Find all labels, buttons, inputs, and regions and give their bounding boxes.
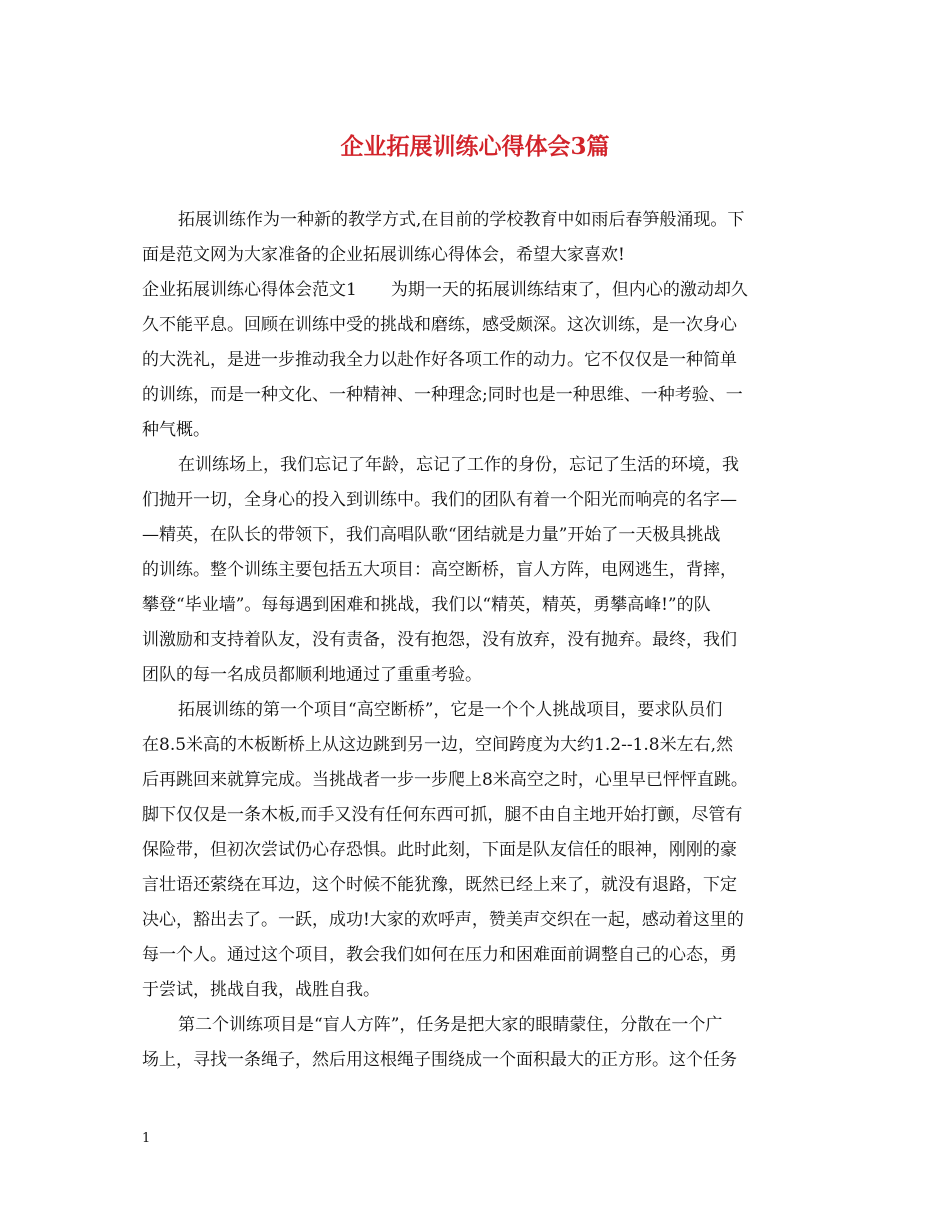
text-line: 面是范文网为大家准备的企业拓展训练心得体会，希望大家喜欢! bbox=[142, 245, 625, 265]
text-line: 的大洗礼，是进一步推动我全力以赴作好各项工作的动力。它不仅仅是一种简单 bbox=[142, 350, 737, 370]
text-line: 拓展训练的第一个项目“高空断桥”，它是一个个人挑战项目，要求队员们 bbox=[178, 700, 723, 720]
text-line: 在训练场上，我们忘记了年龄，忘记了工作的身份，忘记了生活的环境，我 bbox=[178, 455, 739, 475]
text-line: 的训练，而是一种文化、一种精神、一种理念;同时也是一种思维、一种考验、一 bbox=[142, 385, 743, 405]
text-line: 攀登“毕业墙”。每每遇到困难和挑战，我们以“精英，精英，勇攀高峰!”的队 bbox=[142, 595, 711, 615]
text-line: 场上，寻找一条绳子，然后用这根绳子围绕成一个面积最大的正方形。这个任务 bbox=[142, 1050, 737, 1070]
text-line: 久不能平息。回顾在训练中受的挑战和磨练，感受颇深。这次训练，是一次身心 bbox=[142, 315, 737, 335]
text-line: 在8.5米高的木板断桥上从这边跳到另一边，空间跨度为大约1.2--1.8米左右,然 bbox=[142, 735, 733, 755]
text-line: —精英，在队长的带领下，我们高唱队歌“团结就是力量”开始了一天极具挑战 bbox=[142, 525, 721, 545]
text-line: 脚下仅仅是一条木板,而手又没有任何东西可抓，腿不由自主地开始打颤，尽管有 bbox=[142, 805, 743, 825]
text-line: 种气概。 bbox=[142, 420, 210, 440]
text-line: 每一个人。通过这个项目，教会我们如何在压力和困难面前调整自己的心态，勇 bbox=[142, 945, 737, 965]
document-body bbox=[142, 203, 827, 1078]
text-line: 于尝试，挑战自我，战胜自我。 bbox=[142, 980, 380, 1000]
text-line: 后再跳回来就算完成。当挑战者一步一步爬上8米高空之时，心里早已怦怦直跳。 bbox=[142, 770, 748, 790]
text-line: 的训练。整个训练主要包括五大项目：高空断桥，盲人方阵，电网逃生，背摔， bbox=[142, 560, 737, 580]
page-number: 1 bbox=[142, 1131, 151, 1146]
text-line: 们抛开一切，全身心的投入到训练中。我们的团队有着一个阳光而响亮的名字— bbox=[142, 490, 737, 510]
text-line: 保险带，但初次尝试仍心存恐惧。此时此刻，下面是队友信任的眼神，刚刚的豪 bbox=[142, 840, 737, 860]
document-title: 企业拓展训练心得体会3篇 bbox=[340, 133, 610, 160]
text-line: 企业拓展训练心得体会范文1 为期一天的拓展训练结束了，但内心的激动却久 bbox=[142, 280, 748, 300]
text-line: 言壮语还萦绕在耳边，这个时候不能犹豫，既然已经上来了，就没有退路，下定 bbox=[142, 875, 737, 895]
text-line: 团队的每一名成员都顺利地通过了重重考验。 bbox=[142, 665, 482, 685]
text-line: 训激励和支持着队友，没有责备，没有抱怨，没有放弃，没有抛弃。最终，我们 bbox=[142, 630, 737, 650]
text-line: 决心，豁出去了。一跃，成功!大家的欢呼声，赞美声交织在一起，感动着这里的 bbox=[142, 910, 744, 930]
text-line: 拓展训练作为一种新的教学方式,在目前的学校教育中如雨后春笋般涌现。下 bbox=[178, 210, 745, 230]
text-line: 第二个训练项目是“盲人方阵”，任务是把大家的眼睛蒙住，分散在一个广 bbox=[178, 1015, 723, 1035]
